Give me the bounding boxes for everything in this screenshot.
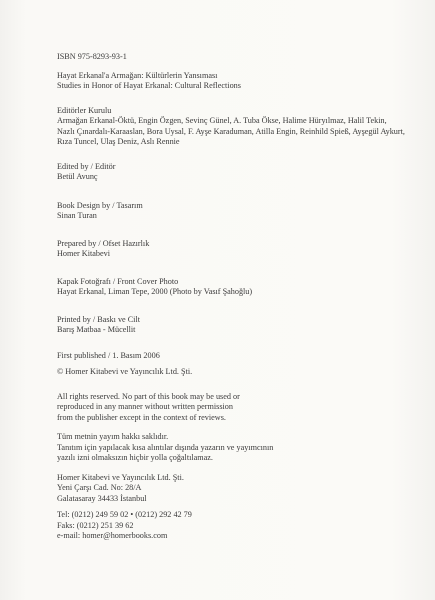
first-published: First published / 1. Basım 2006: [57, 350, 160, 360]
edited-by-value: Betül Avunç: [57, 172, 98, 181]
book-design-label: Book Design by / Tasarım: [57, 200, 143, 210]
isbn: ISBN 975-8293-93-1: [57, 52, 127, 61]
publisher-city: Galatasaray 34433 İstanbul: [57, 493, 147, 503]
rights-english-line: reproduced in any manner without written permission: [57, 402, 233, 411]
contact-block: [57, 510, 427, 542]
book-design-value: Sinan Turan: [57, 211, 97, 220]
imprint-column: [57, 52, 427, 542]
copyright-notice: © Homer Kitabevi ve Yayıncılık Ltd. Şti.: [57, 367, 193, 376]
editors-board-line: Rıza Tuncel, Ulaş Deniz, Aslı Rennie: [57, 137, 180, 146]
editors-board-line: Nazlı Çınardalı-Karaaslan, Bora Uysal, F. Ayşe Karaduman, Atilla Engin, Reinhild Spieß, Ayşegül Aykurt,: [57, 126, 405, 136]
book-design-block: [57, 201, 427, 222]
contact-fax: Faks: (0212) 251 39 62: [57, 520, 134, 530]
edited-by-block: [57, 162, 427, 183]
rights-turkish-line: Tüm metnin yayım hakkı saklıdır.: [57, 432, 169, 441]
copyright-block: [57, 367, 427, 378]
publisher-street: Yeni Çarşı Cad. No: 28/A: [57, 483, 142, 492]
rights-english-block: [57, 392, 427, 424]
cover-photo-label: Kapak Fotoğrafı / Front Cover Photo: [57, 276, 179, 286]
printed-by-label: Printed by / Baskı ve Cilt: [57, 314, 141, 324]
contact-tel: Tel: (0212) 249 59 02 • (0212) 292 42 79: [57, 510, 192, 519]
rights-english-line: All rights reserved. No part of this book may be used or: [57, 391, 240, 401]
rights-english-line: from the publisher except in the context of reviews.: [57, 412, 226, 422]
title-turkish: Hayat Erkanal'a Armağan: Kültürlerin Yansıması: [57, 70, 218, 80]
contact-email: e-mail: homer@homerbooks.com: [57, 531, 168, 540]
rights-turkish-line: Tanıtım için yapılacak kısa alıntılar dışında yazarın ve yayımcının: [57, 442, 274, 452]
editors-board-block: [57, 106, 427, 148]
isbn-block: [57, 52, 427, 63]
title-block: [57, 71, 427, 92]
title-english: Studies in Honor of Hayat Erkanal: Cultural Reflections: [57, 81, 241, 90]
edited-by-label: Edited by / Editör: [57, 161, 116, 171]
prepared-by-value: Homer Kitabevi: [57, 249, 110, 258]
rights-turkish-line: yazılı izni olmaksızın hiçbir yolla çoğaltılamaz.: [57, 453, 213, 462]
first-published-block: [57, 351, 427, 362]
editors-board-line: Armağan Erkanal-Öktü, Engin Özgen, Sevinç Günel, A. Tuba Ökse, Halime Hüryılmaz, Halil Tekin,: [57, 116, 387, 125]
editors-board-heading: Editörler Kurulu: [57, 105, 112, 115]
printed-by-value: Barış Matbaa - Mücellit: [57, 325, 136, 334]
publisher-name: Homer Kitabevi ve Yayıncılık Ltd. Şti.: [57, 472, 184, 482]
cover-photo-value: Hayat Erkanal, Liman Tepe, 2000 (Photo by Vasıf Şahoğlu): [57, 287, 253, 296]
prepared-by-block: [57, 239, 427, 260]
rights-turkish-block: [57, 432, 427, 464]
publisher-address-block: [57, 473, 427, 505]
cover-photo-block: [57, 277, 427, 298]
printed-by-block: [57, 315, 427, 336]
prepared-by-label: Prepared by / Ofset Hazırlık: [57, 238, 150, 248]
